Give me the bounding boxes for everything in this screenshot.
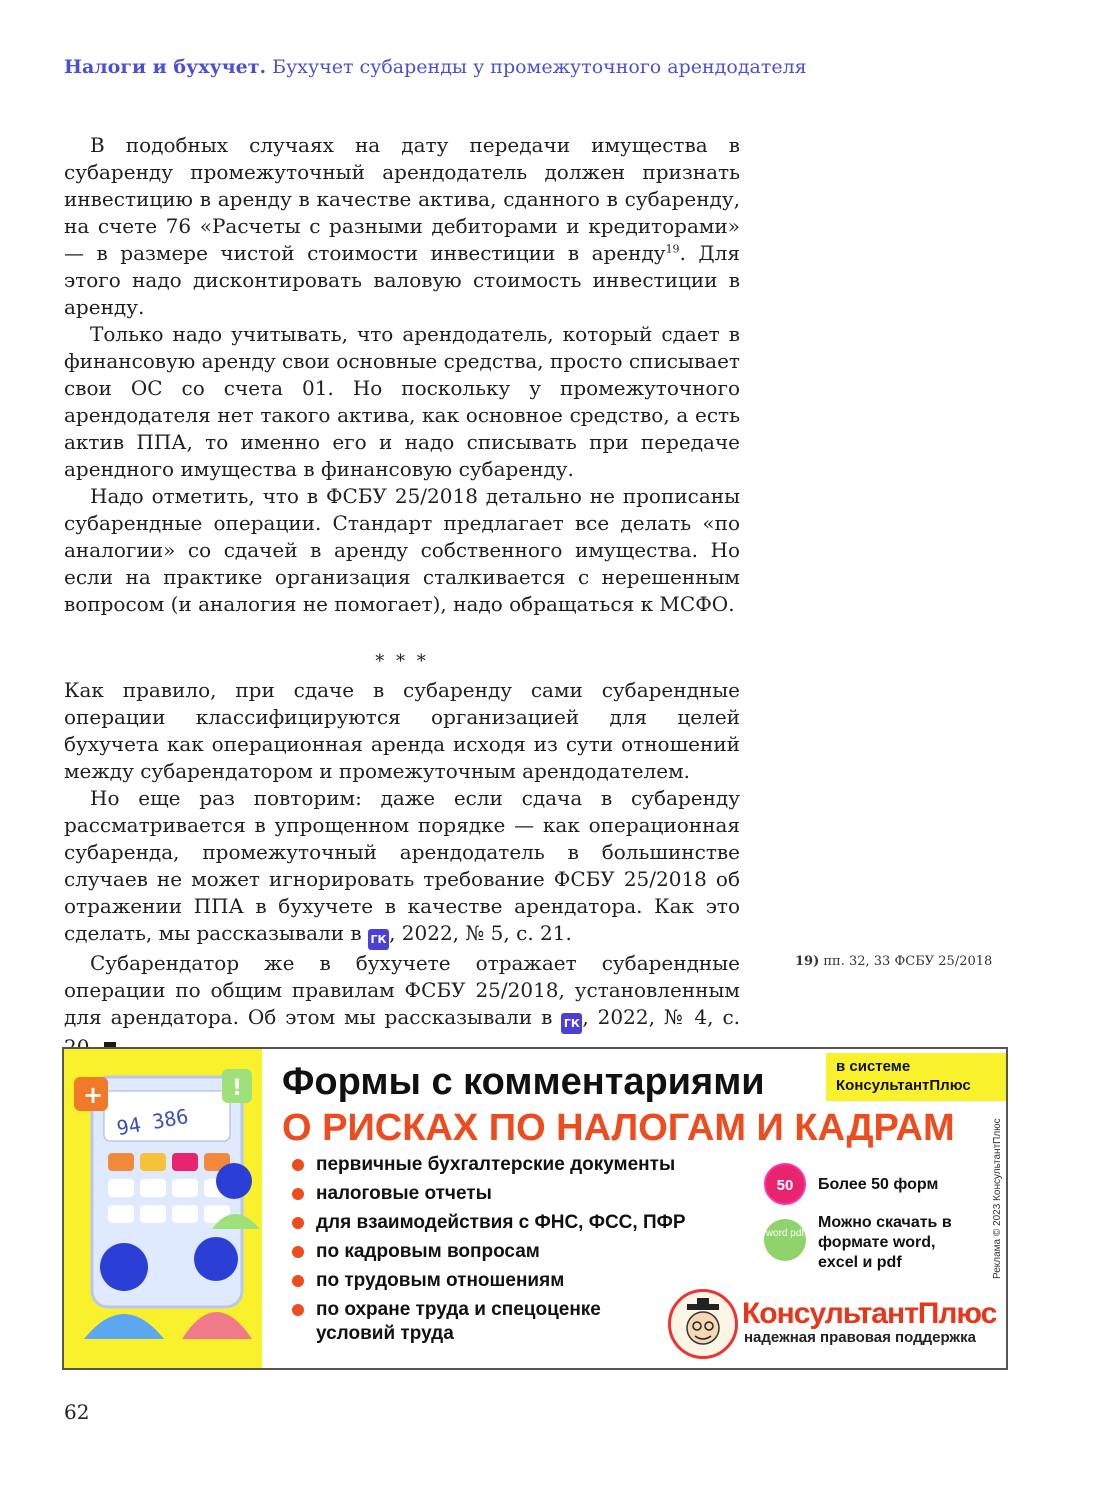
page-number: 62	[64, 1400, 90, 1424]
footnote-ref[interactable]: 19	[665, 242, 680, 256]
ad-feature-list	[288, 1153, 716, 1351]
calculator-illustration-icon	[64, 1049, 262, 1369]
paragraph-text: . Для этого надо дисконтировать валовую стоимость инвестиции в аренду.	[64, 241, 741, 319]
list-item: первичные бухгалтерские документы	[288, 1153, 716, 1177]
calculator-display: 94 386	[114, 1103, 191, 1141]
section-name: Налоги и бухучет.	[64, 56, 267, 78]
ad-legal-note: Реклама © 2023 КонсультантПлюс	[992, 1118, 1003, 1279]
paragraph	[64, 785, 740, 950]
article-body	[64, 132, 740, 1061]
list-item: по кадровым вопросам	[288, 1240, 716, 1264]
svg-text:+: +	[83, 1081, 104, 1109]
ad-illustration	[64, 1049, 262, 1368]
section-separator: * * *	[375, 651, 429, 672]
paragraph: Только надо учитывать, что арендодатель, который сдает в финансовую аренду свои основные средства, просто списывает свои ОС со счета 01. Но поскольку у промежуточного арендодателя нет такого актива, как основное средство, а есть актив ППА, то именно его и надо списывать при передаче арендного имущества в финансовую субаренду.	[64, 322, 740, 481]
list-item: налоговые отчеты	[288, 1182, 716, 1206]
paragraph-text: В подобных случаях на дату передачи имущества в субаренду промежуточный арендодатель должен признать инвестицию в аренду в качестве актива, сданного в субаренду, на счете 76 «Расчеты с разными дебиторами и кредиторами» — в размере чистой стоимости инвестиции в аренду	[64, 133, 740, 265]
ad-title: Формы с комментариями	[282, 1061, 765, 1103]
paragraph: Надо отметить, что в ФСБУ 25/2018 детально не прописаны субарендные операции. Стандарт предлагает все делать «по аналогии» со сдачей в аренду собственного имущества. Но если на практике организация сталкивается с нерешенным вопросом (и аналогия не помогает), надо обращаться к МСФО.	[64, 484, 740, 616]
advertisement-banner[interactable]	[62, 1047, 1008, 1370]
brand-tagline: надежная правовая поддержка	[744, 1329, 976, 1346]
ad-subtitle: О РИСКАХ ПО НАЛОГАМ И КАДРАМ	[282, 1107, 955, 1149]
paragraph-text: Но еще раз повторим: даже если сдача в субаренду рассматривается в упрощенном порядке — как операционная субаренда, промежуточный арендодатель в большинстве случаев не может игнорировать требование ФСБУ 25/2018 об отражении ППА в бухучете в качестве арендатора. Как это сделать, мы рассказывали в	[64, 786, 740, 945]
list-item: для взаимодействия с ФНС, ФСС, ПФР	[288, 1211, 716, 1235]
paragraph-text: Субарендатор же в бухучете отражает субарендные операции по общим правилам ФСБУ 25/2018, установленным для арендатора. Об этом мы рассказывали в	[64, 951, 740, 1029]
word-pdf-icon: word pdf	[764, 1219, 806, 1261]
footnote-number: 19)	[795, 954, 820, 969]
list-item: по охране труда и спецоценке условий труда	[288, 1298, 646, 1346]
journal-logo-icon: ГК	[368, 929, 389, 950]
svg-text:!: !	[232, 1076, 243, 1101]
feature-download-formats: Можно скачать в формате word, excel и pdf	[818, 1214, 952, 1271]
paragraph-text: , 2022, № 5, с. 21.	[389, 921, 572, 945]
paragraph	[64, 132, 740, 321]
count-badge-icon: 50	[764, 1163, 806, 1205]
journal-logo-icon: ГК	[561, 1013, 582, 1034]
mascot-logo-icon	[668, 1289, 738, 1359]
footnote	[795, 954, 992, 969]
running-head	[64, 56, 807, 78]
list-item: по трудовым отношениям	[288, 1269, 716, 1293]
footnote-text: пп. 32, 33 ФСБУ 25/2018	[823, 954, 993, 969]
paragraph	[64, 950, 740, 1061]
article-title: Бухучет субаренды у промежуточного арендодателя	[272, 56, 807, 78]
paragraph: Как правило, при сдаче в субаренду сами субарендные операции классифицируются организацией для целей бухучета как операционная аренда исходя из сути отношений между субарендатором и промежуточным арендодателем.	[64, 678, 740, 783]
ad-system-badge: в системе КонсультантПлюс	[826, 1053, 1006, 1101]
paragraph-text: , 2022, № 4, с.	[582, 1005, 741, 1029]
feature-forms-count: Более 50 форм	[818, 1176, 939, 1193]
brand-logo: КонсультантПлюс	[742, 1297, 997, 1330]
